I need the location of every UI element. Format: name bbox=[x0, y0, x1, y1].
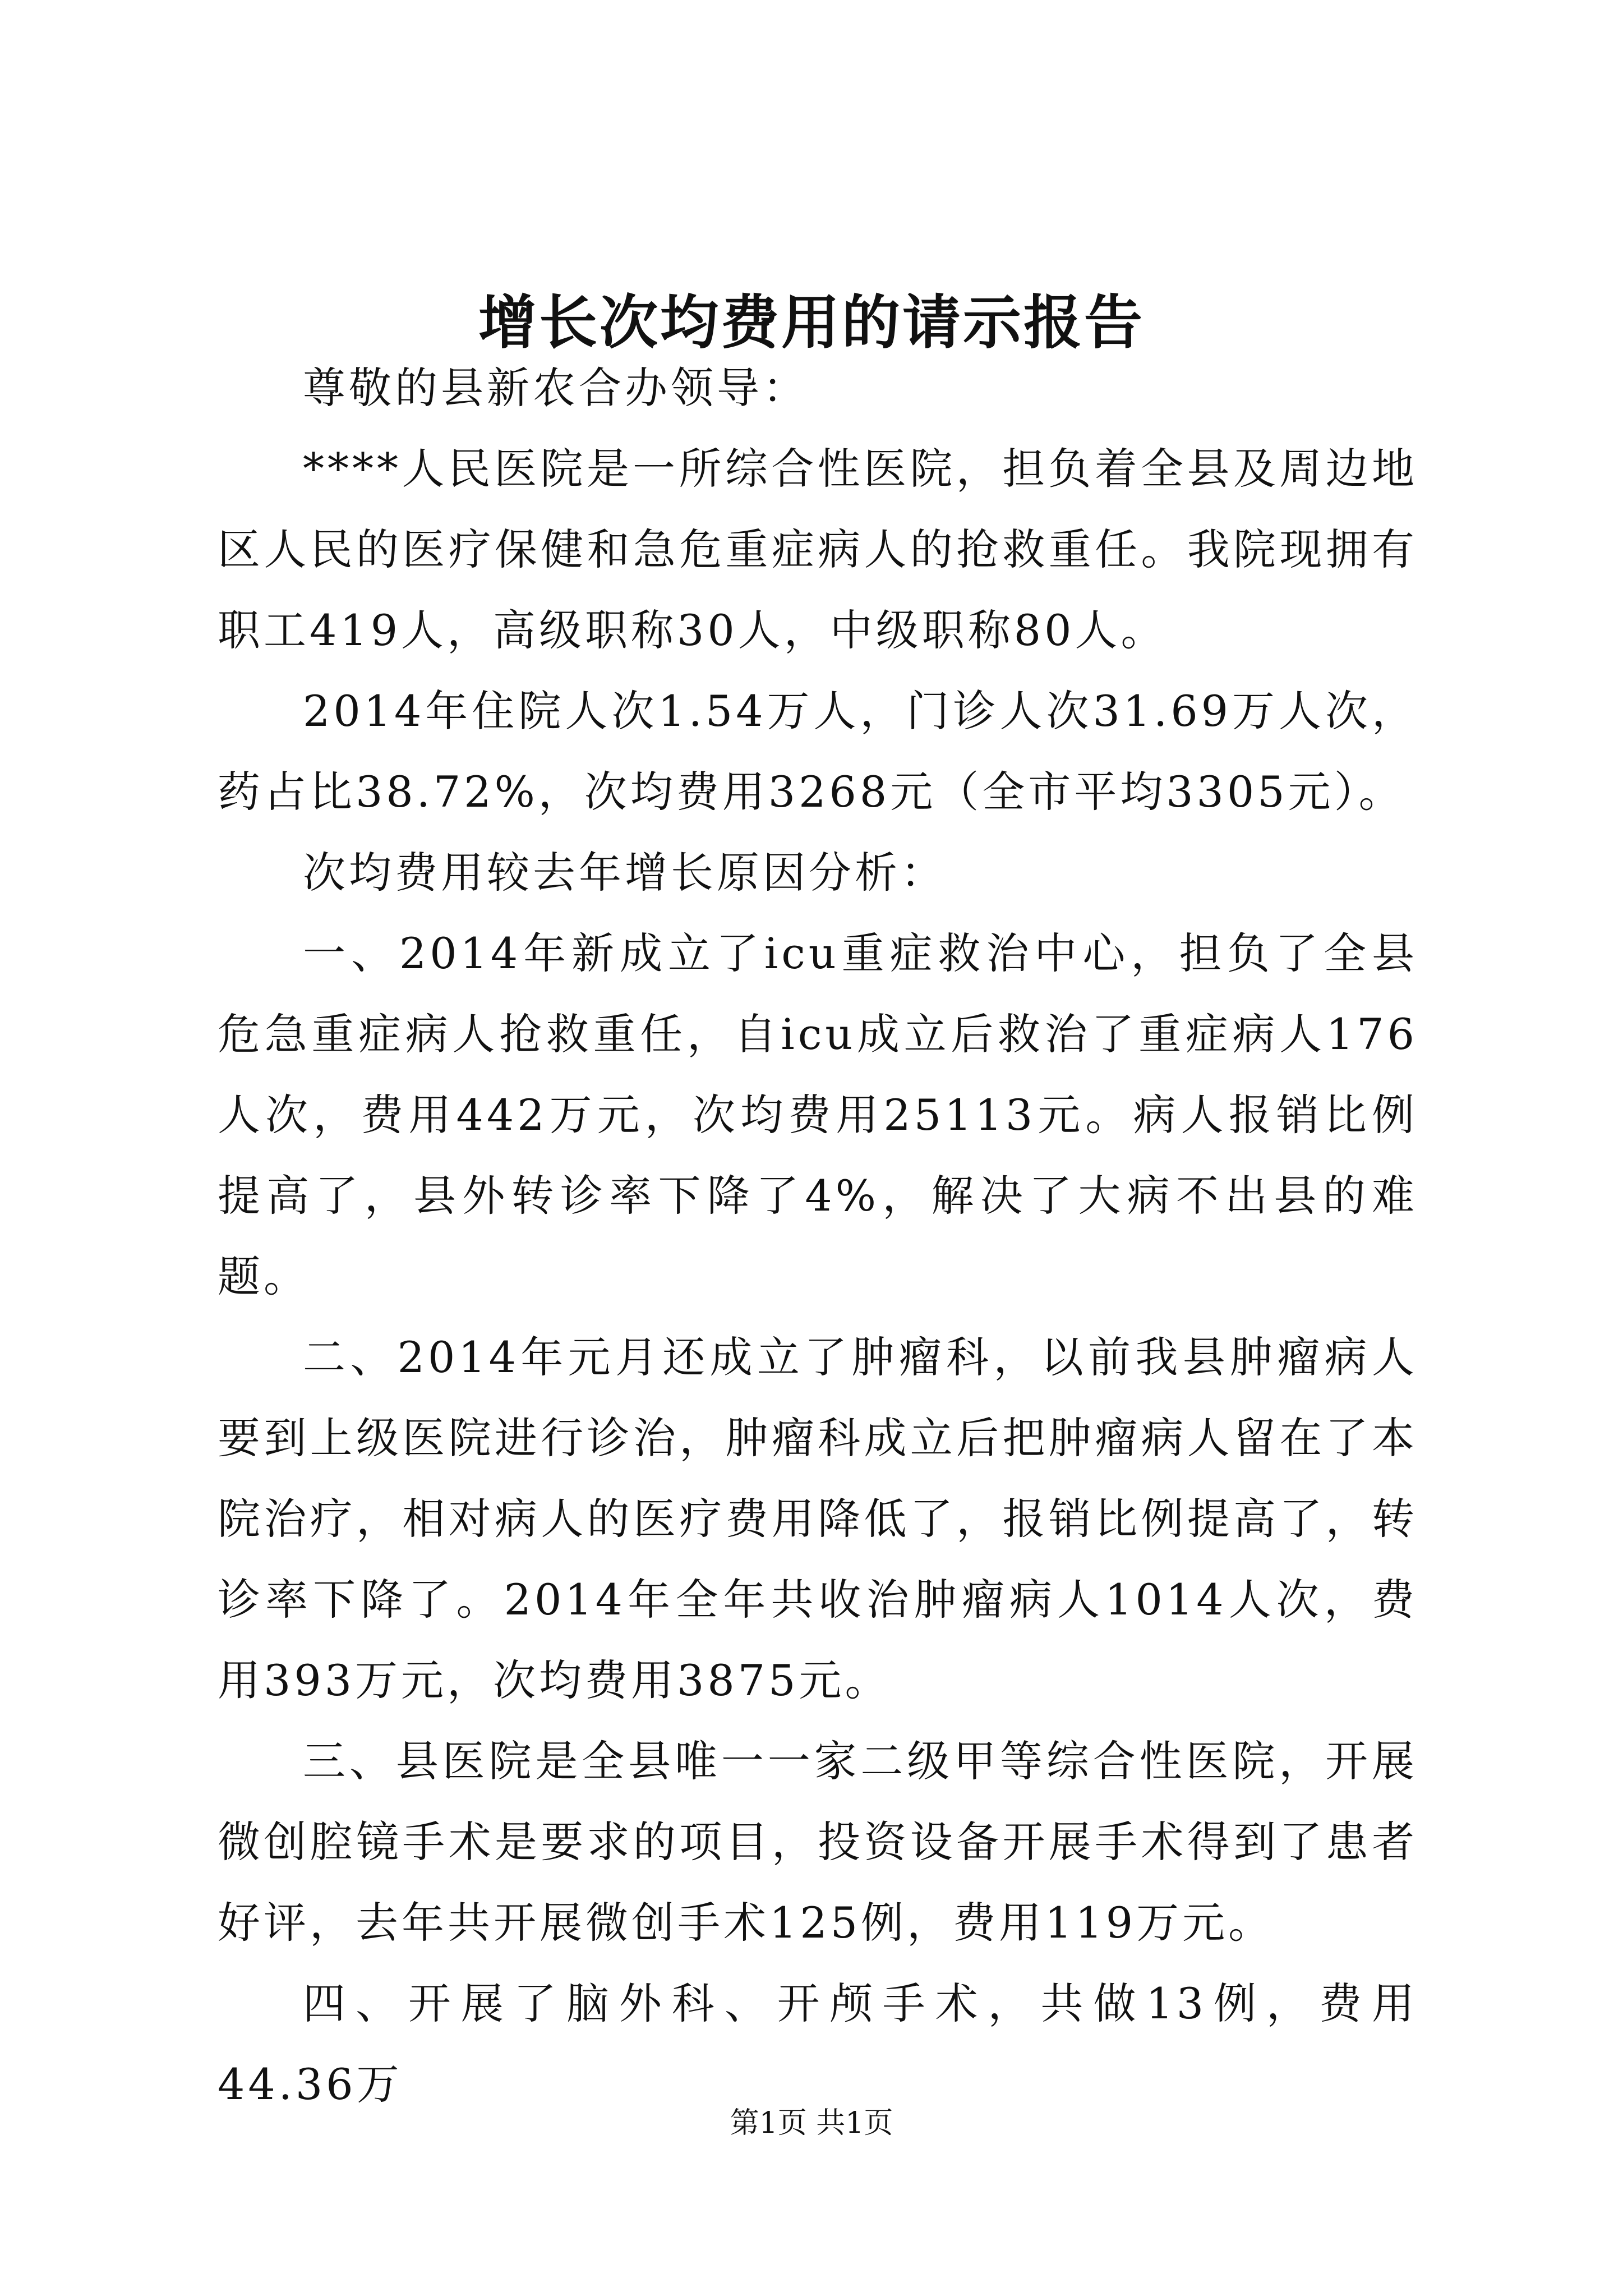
paragraph-hospital-overview: ****人民医院是一所综合性医院，担负着全县及周边地区人民的医疗保健和急危重症病人的抢救重任。我院现拥有职工419人，高级职称30人，中级职称80人。 bbox=[218, 444, 1418, 655]
paragraph-2014-statistics: 2014年住院人次1.54万人，门诊人次31.69万人次，药占比38.72%，次均费用3268元（全市平均3305元）。 bbox=[218, 686, 1418, 817]
document-title: 增长次均费用的请示报告 bbox=[478, 288, 1145, 357]
salutation: 尊敬的县新农合办领导： bbox=[303, 363, 809, 413]
document-body bbox=[218, 348, 1418, 2125]
paragraph-reason-2: 二、2014年元月还成立了肿瘤科，以前我县肿瘤病人要到上级医院进行诊治，肿瘤科成立后把肿瘤病人留在了本院治疗，相对病人的医疗费用降低了，报销比例提高了，转诊率下降了。2014年全年共收治肿瘤病人1014人次，费用393万元，次均费用3875元。 bbox=[218, 1332, 1418, 1705]
paragraph-reason-1: 一、2014年新成立了icu重症救治中心，担负了全县危急重症病人抢救重任，自icu成立后救治了重症病人176人次，费用442万元，次均费用25113元。病人报销比例提高了，县外转诊率下降了4%，解决了大病不出县的难题。 bbox=[218, 928, 1418, 1301]
paragraph-analysis-heading: 次均费用较去年增长原因分析： bbox=[303, 848, 947, 898]
page-number-footer: 第1页 共1页 bbox=[730, 2106, 893, 2140]
paragraph-reason-3: 三、县医院是全县唯一一家二级甲等综合性医院，开展微创腔镜手术是要求的项目，投资设备开展手术得到了患者好评，去年共开展微创手术125例，费用119万元。 bbox=[218, 1736, 1418, 1948]
paragraph-reason-4: 四、开展了脑外科、开颅手术，共做13例，费用44.36万 bbox=[218, 1978, 1418, 2109]
